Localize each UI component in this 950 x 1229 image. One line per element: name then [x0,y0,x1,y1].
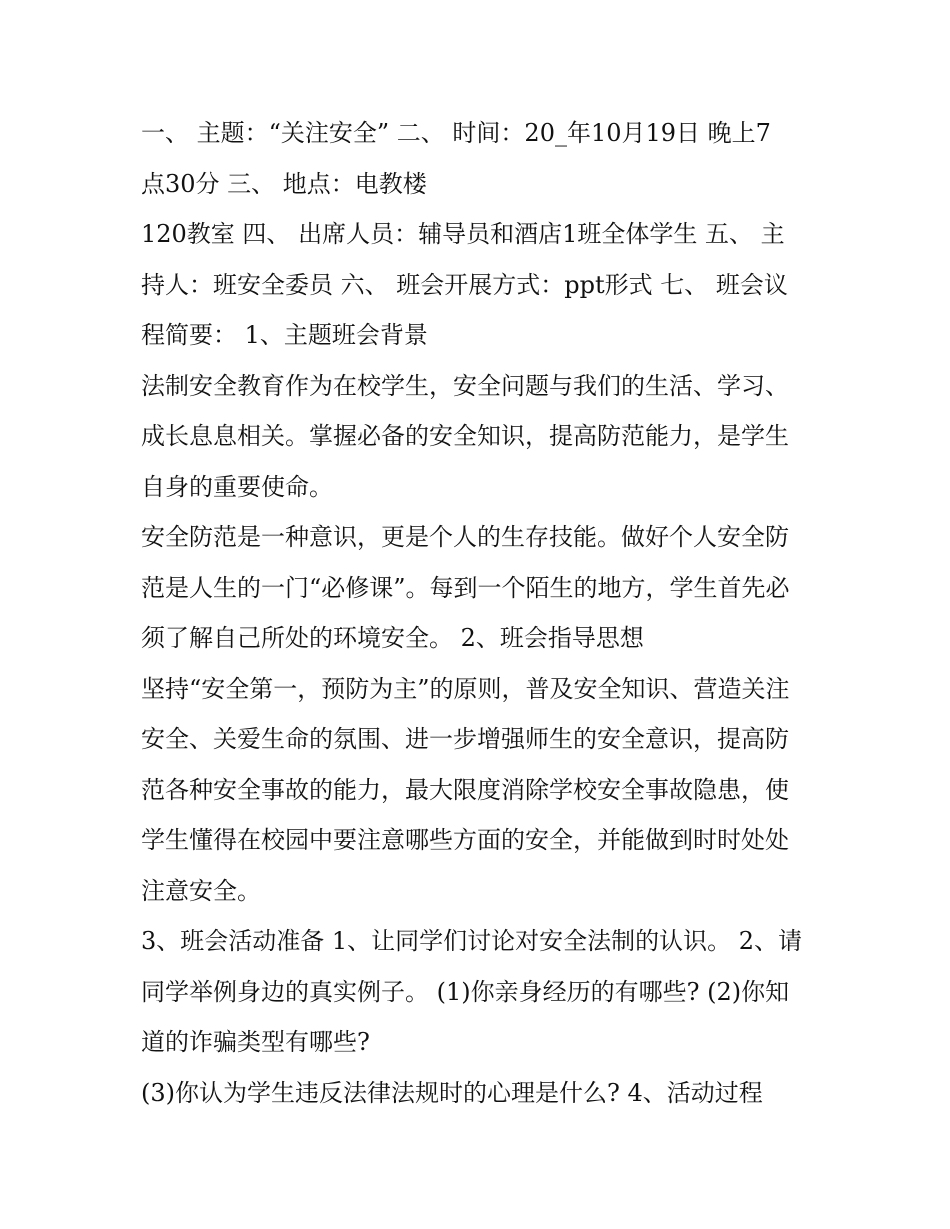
text-line-5: 程简要： 1、主题班会背景 [141,321,428,349]
text-line-4: 持人：班安全委员 六、 班会开展方式：ppt形式 七、 班会议 [141,270,788,299]
document-body [141,108,821,1118]
text-line-14: 范各种安全事故的能力，最大限度消除学校安全事故隐患，使 [141,775,789,804]
text-line-15: 学生懂得在校园中要注意哪些方面的安全，并能做到时时处处 [141,826,789,854]
text-line-2: 点30分 三、 地点：电教楼 [141,169,427,198]
text-line-18: 同学举例身边的真实例子。 (1)你亲身经历的有哪些? (2)你知 [141,977,790,1006]
text-line-1: 一、 主题：“关注安全” 二、 时间：20_年10月19日 晚上7 [141,119,771,147]
text-line-8: 自身的重要使命。 [141,472,333,501]
text-line-17: 3、班会活动准备 1、让同学们讨论对安全法制的认识。 2、请 [141,927,803,955]
text-line-10: 范是人生的一门“必修课”。每到一个陌生的地方，学生首先必 [141,573,790,602]
text-line-11: 须了解自己所处的环境安全。 2、班会指导思想 [141,624,644,652]
text-line-9: 安全防范是一种意识，更是个人的生存技能。做好个人安全防 [141,523,789,551]
text-line-16: 注意安全。 [141,876,261,905]
text-line-12: 坚持“安全第一，预防为主”的原则，普及安全知识、营造关注 [141,674,790,703]
text-line-20: (3)你认为学生违反法律法规时的心理是什么? 4、活动过程 [141,1078,763,1107]
text-line-19: 道的诈骗类型有哪些? [141,1028,370,1056]
text-line-7: 成长息息相关。掌握必备的安全知识，提高防范能力，是学生 [141,422,789,450]
text-line-6: 法制安全教育作为在校学生，安全问题与我们的生活、学习、 [141,371,789,400]
text-line-3: 120教室 四、 出席人员：辅导员和酒店1班全体学生 五、 主 [141,220,785,248]
text-line-13: 安全、关爱生命的氛围、进一步增强师生的安全意识，提高防 [141,725,789,753]
